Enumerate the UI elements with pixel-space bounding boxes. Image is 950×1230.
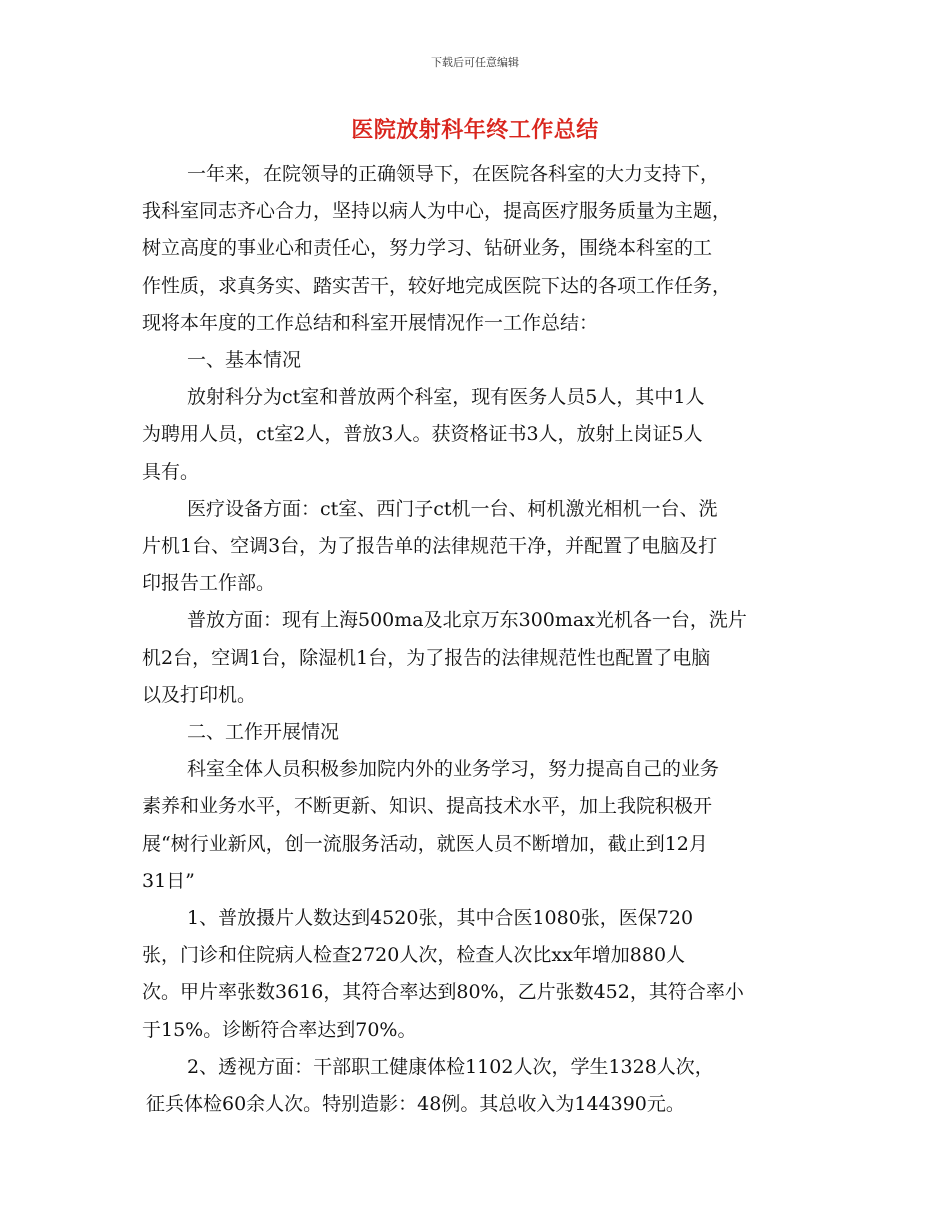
- body-line: 科室全体人员积极参加院内外的业务学习，努力提高自己的业务: [187, 758, 720, 781]
- body-line: 机2台，空调1台，除湿机1台，为了报告的法律规范性也配置了电脑: [142, 646, 711, 669]
- body-line: 放射科分为ct室和普放两个科室，现有医务人员5人，其中1人: [187, 386, 705, 409]
- body-line: 我科室同志齐心合力，坚持以病人为中心，提高医疗服务质量为主题，: [142, 200, 732, 223]
- body-line: 2、透视方面：干部职工健康体检1102人次，学生1328人次，: [187, 1055, 714, 1078]
- body-line: 普放方面：现有上海500ma及北京万东300max光机各一台，洗片: [187, 609, 747, 632]
- body-line: 征兵体检60余人次。特别造影：48例。其总收入为144390元。: [146, 1093, 685, 1116]
- body-line: 以及打印机。: [142, 683, 257, 706]
- body-line: 医疗设备方面：ct室、西门子ct机一台、柯机激光相机一台、洗: [187, 497, 718, 520]
- body-line: 于15%。诊断符合率达到70%。: [142, 1018, 417, 1041]
- body-line: 一年来，在院领导的正确领导下，在医院各科室的大力支持下，: [187, 163, 720, 185]
- body-line: 为聘用人员，ct室2人，普放3人。获资格证书3人，放射上岗证5人: [142, 423, 703, 446]
- body-line: 树立高度的事业心和责任心，努力学习、钻研业务，围绕本科室的工: [142, 237, 713, 260]
- body-line: 31日”: [142, 869, 195, 892]
- document-title: 医院放射科年终工作总结: [351, 117, 599, 143]
- body-line: 展“树行业新风，创一流服务活动，就医人员不断增加，截止到12月: [142, 832, 708, 855]
- section-heading: 二、工作开展情况: [187, 721, 340, 744]
- document-body: [142, 156, 814, 1123]
- body-line: 素养和业务水平，不断更新、知识、提高技术水平，加上我院积极开: [142, 795, 713, 818]
- body-line: 1、普放摄片人数达到4520张，其中合医1080张，医保720: [187, 907, 694, 930]
- section-heading: 一、基本情况: [187, 349, 302, 372]
- body-line: 具有。: [142, 460, 200, 483]
- body-line: 现将本年度的工作总结和科室开展情况作一工作总结：: [142, 311, 599, 334]
- body-line: 印报告工作部。: [142, 572, 276, 595]
- body-line: 作性质，求真务实、踏实苦干，较好地完成医院下达的各项工作任务，: [142, 274, 732, 297]
- body-line: 张，门诊和住院病人检查2720人次，检查人次比xx年增加880人: [142, 944, 686, 967]
- body-line: 片机1台、空调3台，为了报告单的法律规范干净，并配置了电脑及打: [142, 535, 718, 558]
- body-line: 次。甲片率张数3616，其符合率达到80%，乙片张数452，其符合率小: [142, 981, 744, 1004]
- header-note: 下载后可任意编辑: [431, 56, 519, 69]
